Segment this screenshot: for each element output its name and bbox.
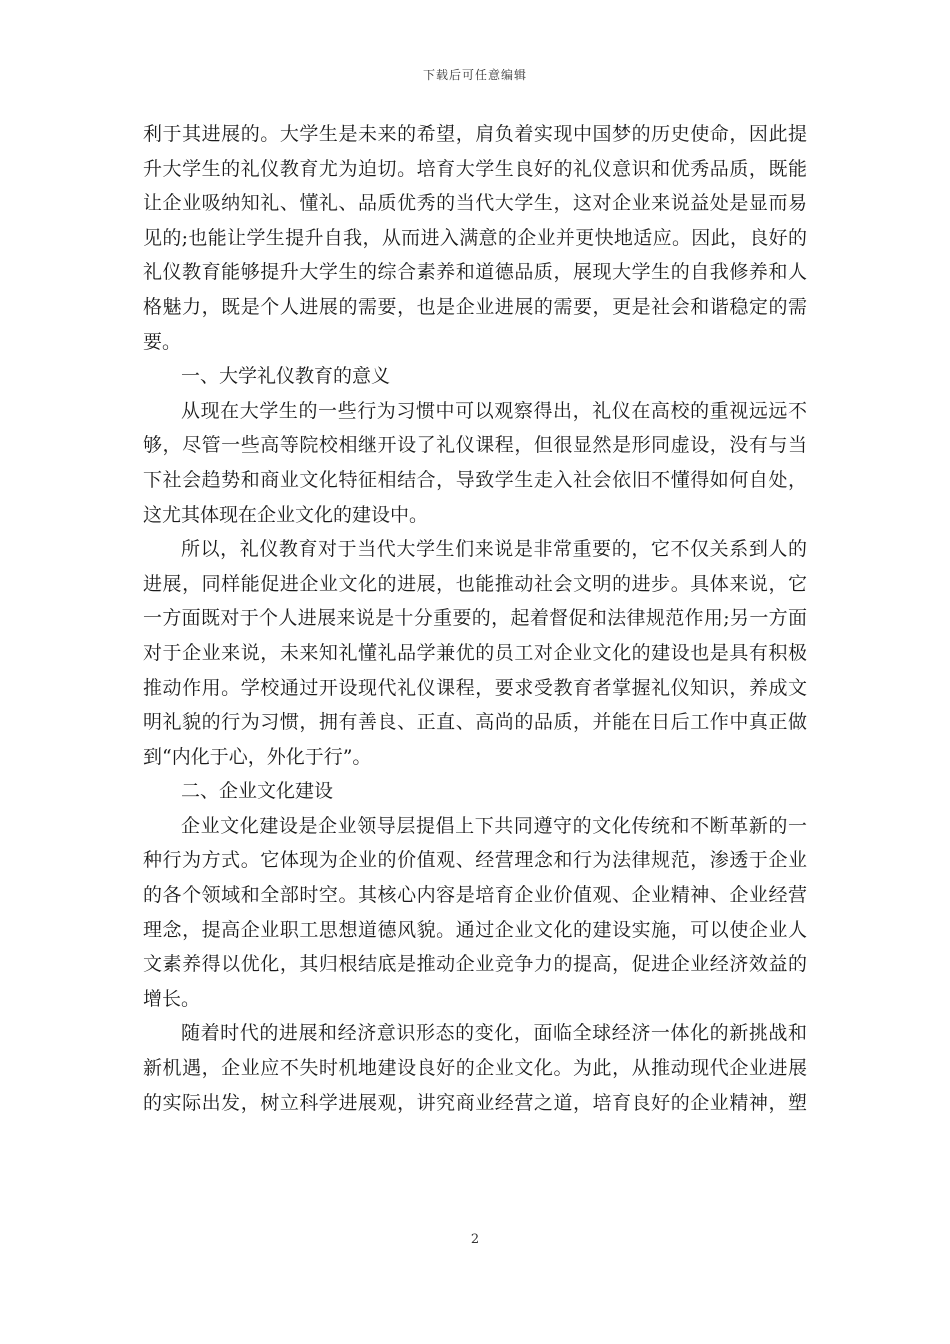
text-line: 利于其进展的。大学生是未来的希望，肩负着实现中国梦的历史使命，因此提 — [143, 123, 807, 145]
text-line: 新机遇，企业应不失时机地建设良好的企业文化。为此，从推动现代企业进展 — [143, 1057, 807, 1080]
text-line: 理念，提高企业职工思想道德风貌。通过企业文化的建设实施，可以使企业人 — [143, 918, 807, 941]
section-heading: 二、企业文化建设 — [181, 780, 334, 803]
text-line: 让企业吸纳知礼、懂礼、品质优秀的当代大学生，这对企业来说益处是显而易 — [143, 192, 807, 215]
text-line: 见的;也能让学生提升自我，从而进入满意的企业并更快地适应。因此，良好的 — [143, 226, 807, 249]
text-line: 明礼貌的行为习惯，拥有善良、正直、高尚的品质，并能在日后工作中真正做 — [143, 711, 807, 734]
text-line: 要。 — [143, 330, 182, 353]
text-line: 到“内化于心，外化于行”。 — [143, 745, 372, 768]
text-line: 所以，礼仪教育对于当代大学生们来说是非常重要的，它不仅关系到人的 — [181, 538, 807, 561]
text-line: 企业文化建设是企业领导层提倡上下共同遵守的文化传统和不断革新的一 — [181, 814, 807, 837]
text-line: 增长。 — [143, 987, 201, 1010]
text-line: 种行为方式。它体现为企业的价值观、经营理念和行为法律规范，渗透于企业 — [143, 849, 807, 872]
section-heading: 一、大学礼仪教育的意义 — [181, 365, 391, 388]
text-line: 的实际出发，树立科学进展观，讲究商业经营之道，培育良好的企业精神，塑 — [143, 1091, 807, 1114]
text-line: 够，尽管一些高等院校相继开设了礼仪课程，但很显然是形同虚设，没有与当 — [143, 434, 807, 457]
text-line: 推动作用。学校通过开设现代礼仪课程，要求受教育者掌握礼仪知识，养成文 — [143, 676, 807, 699]
text-line: 礼仪教育能够提升大学生的综合素养和道德品质，展现大学生的自我修养和人 — [143, 261, 807, 284]
text-line: 这尤其体现在企业文化的建设中。 — [143, 503, 429, 526]
text-line: 进展，同样能促进企业文化的进展，也能推动社会文明的进步。具体来说，它 — [143, 572, 807, 595]
text-line: 的各个领域和全部时空。其核心内容是培育企业价值观、企业精神、企业经营 — [143, 884, 807, 907]
text-line: 升大学生的礼仪教育尤为迫切。培育大学生良好的礼仪意识和优秀品质，既能 — [143, 157, 807, 180]
text-line: 从现在大学生的一些行为习惯中可以观察得出，礼仪在高校的重视远远不 — [181, 399, 807, 422]
text-line: 格魅力，既是个人进展的需要，也是企业进展的需要，更是社会和谐稳定的需 — [143, 295, 807, 318]
text-line: 一方面既对于个人进展来说是十分重要的，起着督促和法律规范作用;另一方面 — [143, 607, 807, 630]
text-line: 随着时代的进展和经济意识形态的变化，面临全球经济一体化的新挑战和 — [181, 1022, 807, 1045]
text-line: 对于企业来说，未来知礼懂礼品学兼优的员工对企业文化的建设也是具有积极 — [143, 641, 807, 664]
page-header: 下载后可任意编辑 — [422, 68, 527, 82]
document-body — [143, 117, 807, 1120]
text-line: 文素养得以优化，其归根结底是推动企业竞争力的提高，促进企业经济效益的 — [143, 953, 807, 976]
text-line: 下社会趋势和商业文化特征相结合，导致学生走入社会依旧不懂得如何自处， — [143, 468, 807, 491]
page-number: 2 — [470, 1232, 480, 1247]
